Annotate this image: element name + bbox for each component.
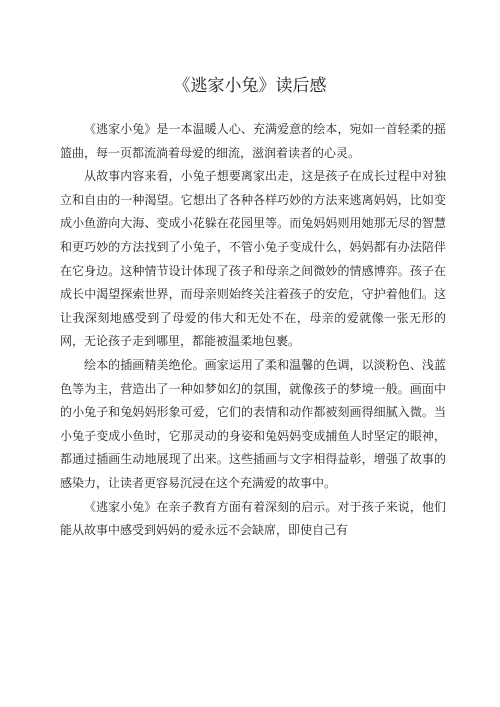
paragraph-intro: 《逃家小兔》是一本温暖人心、充满爱意的绘本，宛如一首轻柔的摇篮曲，每一页都流淌着母爱的细流，滋润着读者的心灵。 xyxy=(60,122,446,160)
paragraph-illustrations: 绘本的插画精美绝伦。画家运用了柔和温馨的色调，以淡粉色、浅蓝色等为主，营造出了一种如梦如幻的氛围，就像孩子的梦境一般。画面中的小兔子和兔妈妈形象可爱，它们的表情和动作都被刻画得细腻入微。当小兔子变成小鱼时，它那灵动的身姿和兔妈妈变成捕鱼人时坚定的眼神，都通过插画生动地展现了出来。这些插画与文字相得益彰，增强了故事的感染力，让读者更容易沉浸在这个充满爱的故事中。 xyxy=(60,357,446,490)
document-body xyxy=(60,118,446,543)
paragraph-story-content: 从故事内容来看，小兔子想要离家出走，这是孩子在成长过程中对独立和自由的一种渴望。它想出了各种各样巧妙的方法来逃离妈妈，比如变成小鱼游向大海、变成小花躲在花园里等。而兔妈妈则用她那无尽的智慧和更巧妙的方法找到了小兔子，不管小兔子变成什么，妈妈都有办法陪伴在它身边。这种情节设计体现了孩子和母亲之间微妙的情感博弈。孩子在成长中渴望探索世界，而母亲则始终关注着孩子的安危，守护着他们。这让我深刻地感受到了母爱的伟大和无处不在，母亲的爱就像一张无形的网，无论孩子走到哪里，都能被温柔地包裹。 xyxy=(60,169,446,349)
paragraph-parenting: 《逃家小兔》在亲子教育方面有着深刻的启示。对于孩子来说，他们能从故事中感受到妈妈的爱永远不会缺席，即使自己有 xyxy=(60,499,446,538)
document-title: 《逃家小兔》读后感 xyxy=(173,76,327,96)
